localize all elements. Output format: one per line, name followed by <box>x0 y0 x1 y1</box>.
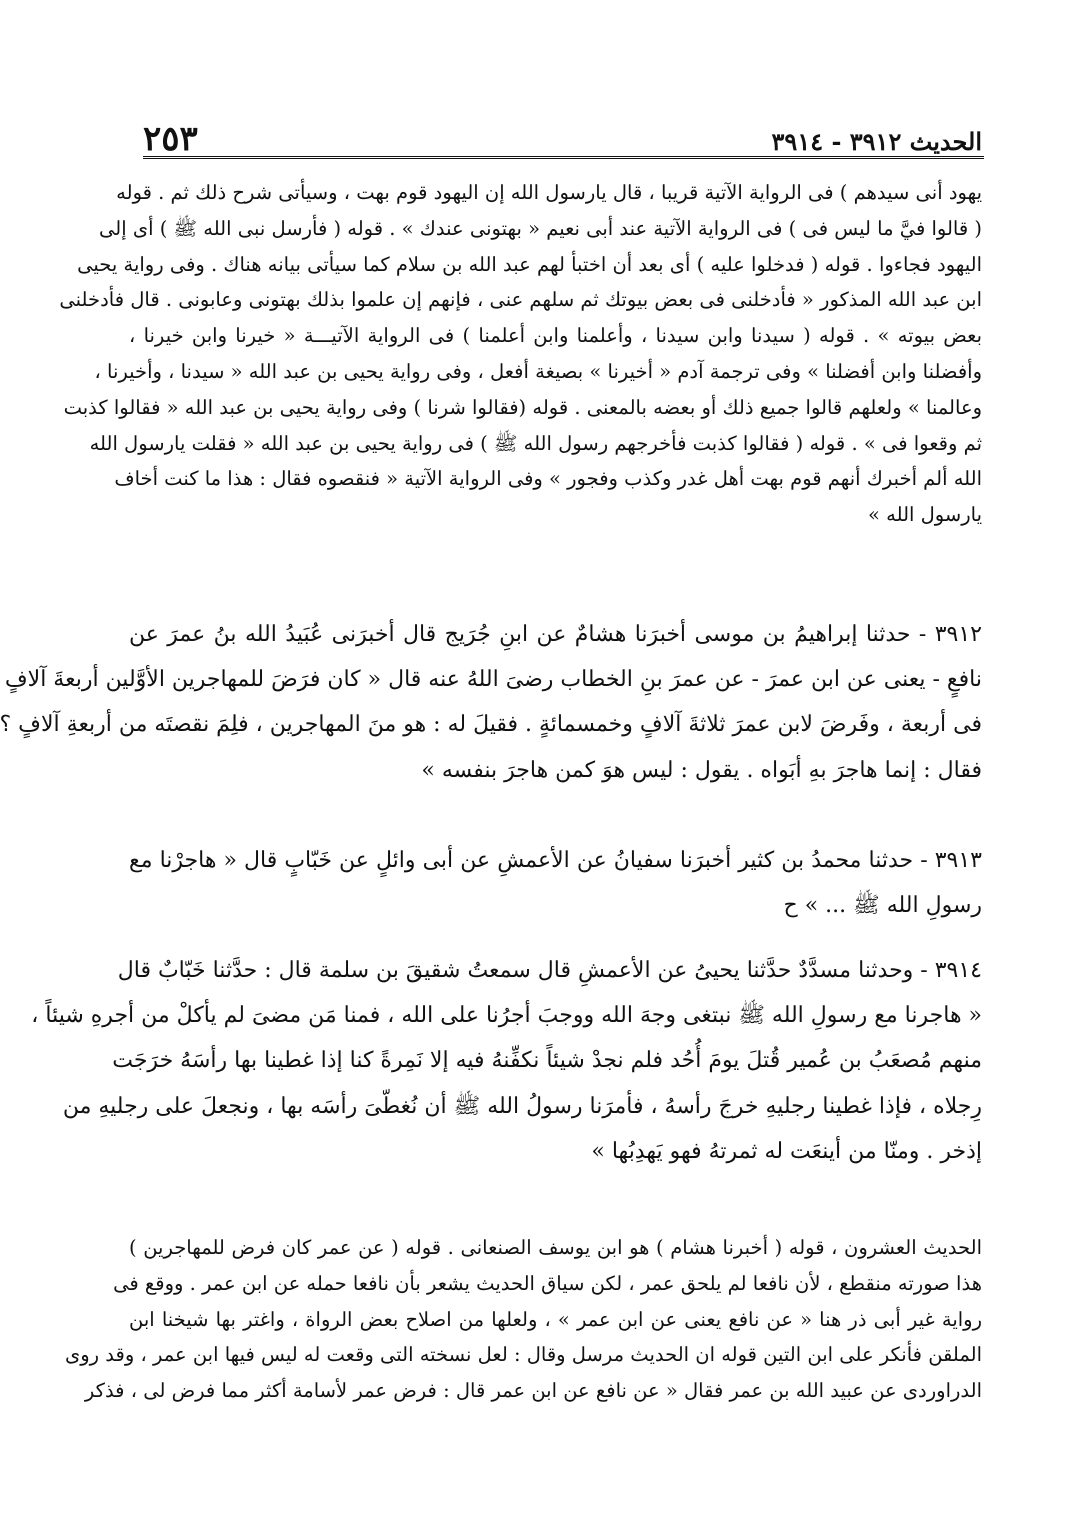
commentary-line: يارسول الله » <box>868 503 982 527</box>
hadith-line: فقال : إنما هاجرَ بهِ أبَواه . يقول : ليس هوَ كمن هاجرَ بنفسه » <box>421 757 982 783</box>
hadith-3913 <box>129 838 982 928</box>
commentary-line: الملقن فأنكر على ابن التين قوله ان الحديث مرسل وقال : لعل نسخته التى وقعت له ليس فيها ابن عمر ، وقد روى <box>65 1343 982 1367</box>
commentary-line: وأفضلنا وابن أفضلنا » وفى ترجمة آدم « أخيرنا » بصيغة أفعل ، وفى رواية يحيى بن عبد الله « سيدنا ، وأخيرنا ، <box>94 359 982 383</box>
commentary-line: ابن عبد الله المذكور « فأدخلنى فى بعض بيوتك ثم سلهم عنى ، فإنهم إن علموا بذلك بهتونى وعابونى . قال فأدخلنى <box>59 288 982 312</box>
commentary-line: ( قالوا فيَّ ما ليس فى ) فى الرواية الآتية عند أبى نعيم « بهتونى عندك » . قوله ( فأرسل نبى الله ﷺ ) أى إلى <box>99 216 982 240</box>
hadith-line: نافعٍ - يعنى عن ابن عمرَ - عن عمرَ بنِ الخطاب رضىَ اللهُ عنه قال « كان فرَضَ للمهاجرين الأوَّلين أربعةَ آلافٍ <box>4 667 982 693</box>
commentary-line: يهود أنى سيدهم ) فى الرواية الآتية قريبا ، قال يارسول الله إن اليهود قوم بهت ، وسيأتى شرح ذلك ثم . قوله <box>116 181 982 204</box>
commentary-top <box>59 175 982 533</box>
hadith-line: ٣٩١٤ - وحدثنا مسدَّدٌ حدَّثنا يحيىُ عن الأعمشِ قال سمعتُ شقيقَ بن سلمة قال : حدَّثنا خَبّابٌ قال <box>117 958 982 983</box>
hadith-line: فى أربعة ، وفَرضَ لابن عمرَ ثلاثةَ آلافٍ وخمسمائةٍ . فقيلَ له : هو منَ المهاجرين ، فلِمَ نقصتَه من أربعةِ آلافٍ ؟ <box>0 712 982 738</box>
hadith-3914 <box>31 948 982 1174</box>
page-header <box>143 112 982 159</box>
hadith-line: ٣٩١٣ - حدثنا محمدُ بن كثير أخبرَنا سفيانُ عن الأعمشِ عن أبى وائلٍ عن خَبّابٍ قال « هاجرْنا مع <box>129 848 982 873</box>
page-number: ٢٥٣ <box>143 119 198 159</box>
commentary-line: بعض بيوته » . قوله ( سيدنا وابن سيدنا ، وأعلمنا وابن أعلمنا ) فى الرواية الآتيـــة « خيرنا وابن خيرنا ، <box>129 324 982 348</box>
commentary-line: الله ألم أخبرك أنهم قوم بهت أهل غدر وكذب وفجور » وفى الرواية الآتية « فنقصوه فقال : هذا ما كنت أخاف <box>114 467 982 491</box>
hadith-line: رِجلاه ، فإذا غطينا رجليهِ خرجَ رأسهُ ، فأمرَنا رسولُ الله ﷺ أن نُغطّىَ رأسَه بها ، ونجعلَ على رجليهِ من <box>62 1093 982 1119</box>
running-head: الحديث ٣٩١٢ - ٣٩١٤ <box>771 127 982 156</box>
commentary-line: اليهود فجاءوا . قوله ( فدخلوا عليه ) أى بعد أن اختبأ لهم عبد الله بن سلام كما سيأتى بيانه هناك . وفى رواية يحيى <box>77 252 982 276</box>
commentary-line: رواية غير أبى ذر هنا « عن نافع يعنى عن ابن عمر » ، ولعلها من اصلاح بعض الرواة ، واغتر بها شيخنا ابن <box>129 1307 982 1331</box>
commentary-line: هذا صورته منقطع ، لأن نافعا لم يلحق عمر ، لكن سياق الحديث يشعر بأن نافعا حمله عن ابن عمر . ووقع فى <box>113 1271 982 1295</box>
commentary-line: الدراوردى عن عبيد الله بن عمر فقال « عن نافع عن ابن عمر قال : فرض عمر لأسامة أكثر مما فرض لى ، فذكر <box>84 1379 982 1403</box>
hadith-line: منهم مُصعَبُ بن عُمير قُتلَ يومَ أُحُد فلم نجدْ شيئاً نكفِّنهُ فيه إلا نَمِرةً كنا إذا غطينا بها رأسَهُ خرَجَت <box>112 1048 982 1074</box>
hadith-line: إذخر . ومنّا من أينعَت له ثمرتهُ فهو يَهدِبُها » <box>591 1138 982 1164</box>
commentary-line: وعالمنا » ولعلهم قالوا جميع ذلك أو بعضه بالمعنى . قوله (فقالوا شرنا ) وفى رواية يحيى بن عبد الله « فقالوا كذبت <box>63 395 982 419</box>
hadith-3912 <box>0 612 982 793</box>
header-rule <box>143 156 984 159</box>
hadith-line: رسولِ الله ﷺ ... » ح <box>783 893 982 919</box>
commentary-line: الحديث العشرون ، قوله ( أخبرنا هشام ) هو ابن يوسف الصنعانى . قوله ( عن عمر كان فرض للمهاجرين ) <box>129 1236 982 1259</box>
commentary-line: ثم وقعوا فى » . قوله ( فقالوا كذبت فأخرجهم رسول الله ﷺ ) فى رواية يحيى بن عبد الله « فقلت يارسول الله <box>89 431 982 455</box>
commentary-bottom <box>65 1230 982 1409</box>
hadith-line: « هاجرنا مع رسولِ الله ﷺ نبتغى وجهَ الله ووجبَ أجرُنا على الله ، فمنا مَن مضىَ لم يأكلْ من أجرهِ شيئاً ، <box>31 1003 982 1029</box>
hadith-line: ٣٩١٢ - حدثنا إبراهيمُ بن موسى أخبرَنا هشامٌ عن ابنِ جُرَيج قال أخبرَنى عُبَيدُ الله بنُ عمرَ عن <box>129 622 982 647</box>
